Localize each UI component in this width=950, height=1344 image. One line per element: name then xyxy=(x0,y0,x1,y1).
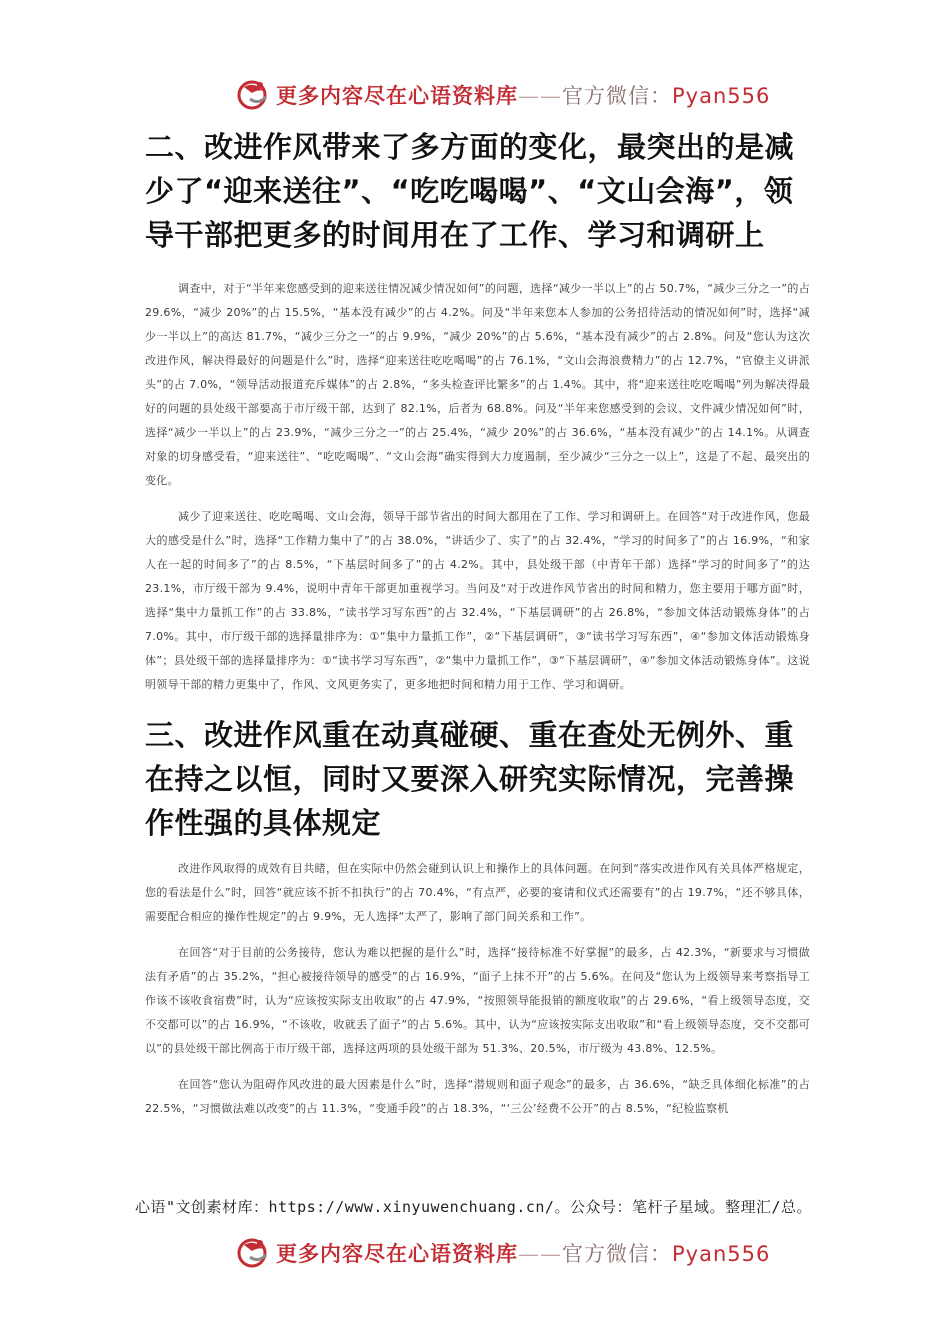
brand-logo-icon xyxy=(236,77,272,113)
paragraph: 改进作风取得的成效有目共睹，但在实际中仍然会碰到认识上和操作上的具体问题。在问到“落实改进作风有关具体严格规定，您的看法是什么”时，回答“就应该不折不扣执行”的占 70.4%，“有点严，必要的宴请和仪式还需要有”的占 19.7%，“还不够具体，需要配合相应的操作性规定”的占 9.9%，无人选择“太严了，影响了部门间关系和工作”。 xyxy=(145,862,810,923)
header-banner xyxy=(236,76,770,114)
paragraph: 在回答“对于目前的公务接待，您认为难以把握的是什么”时，选择“接待标准不好掌握”的最多，占 42.3%，“新要求与习惯做法有矛盾”的占 35.2%，“担心被接待领导的感受”的占 16.9%，“面子上抹不开”的占 5.6%。在问及“您认为上级领导来考察指导工作该不该收食宿费”时，认为“应该按实际支出收取”的占 47.9%，“按照领导能报销的额度收取”的占 29.6%，“看上级领导态度，交不交都可以”的占 16.9%，“不该收，收就丢了面子”的占 5.6%。其中，认为“应该按实际支出收取”和“看上级领导态度，交不交都可以”的县处级干部比例高于市厅级干部，选择这两项的县处级干部为 51.3%、20.5%，市厅级为 43.8%、12.5%。 xyxy=(145,946,810,1055)
footer-banner xyxy=(236,1234,770,1272)
paragraph: 调查中，对于“半年来您感受到的迎来送往情况减少情况如何”的问题，选择“减少一半以上”的占 50.7%，“减少三分之一”的占 29.6%，“减少 20%”的占 15.5%，“基本没有减少”的占 4.2%。问及“半年来您本人参加的公务招待活动的情况如何”时，选择“减少一半以上”的高达 81.7%，“减少三分之一”的占 9.9%，“减少 20%”的占 5.6%，“基本没有减少”的占 2.8%。问及“您认为这次改进作风，解决得最好的问题是什么”时，选择“迎来送往吃吃喝喝”的占 76.1%，“文山会海浪费精力”的占 12.7%，“官僚主义讲派头”的占 7.0%，“领导活动报道充斥媒体”的占 2.8%，“多头检查评比繁多”的占 1.4%。其中，将“迎来送往吃吃喝喝”列为解决得最好的问题的县处级干部要高于市厅级干部，达到了 82.1%，后者为 68.8%。问及“半年来您感受到的会议、文件减少情况如何”时，选择“减少一半以上”的占 23.9%，“减少三分之一”的占 25.4%，“减少 20%”的占 36.6%，“基本没有减少”的占 14.1%。从调查对象的切身感受看，“迎来送往”、“吃吃喝喝”、“文山会海”确实得到大力度遏制，至少减少“三分之一以上”，这是了不起、最突出的变化。 xyxy=(145,282,810,487)
banner-separator: —— xyxy=(518,84,562,108)
section-heading-3: 三、改进作风重在动真碰硬、重在查处无例外、重在持之以恒，同时又要深入研究实际情况，完善操作性强的具体规定 xyxy=(145,718,795,840)
banner-separator: —— xyxy=(518,1242,562,1266)
brand-logo-icon xyxy=(236,1235,272,1271)
footer-source-line: 心语"文创素材库：https://www.xinyuwenchuang.cn/。公众号：笔杆子星域。整理汇/总。 xyxy=(135,1198,812,1216)
banner-text xyxy=(276,80,770,110)
banner-wechat: Pyan556 xyxy=(672,1242,771,1266)
banner-official: 官方微信： xyxy=(562,84,672,108)
banner-official: 官方微信： xyxy=(562,1242,672,1266)
banner-brand: 更多内容尽在心语资料库 xyxy=(276,1241,518,1266)
document-body xyxy=(145,125,810,1133)
banner-wechat: Pyan556 xyxy=(672,84,771,108)
paragraph: 减少了迎来送往、吃吃喝喝、文山会海，领导干部节省出的时间大都用在了工作、学习和调研上。在回答“对于改进作风，您最大的感受是什么”时，选择“工作精力集中了”的占 38.0%，“讲话少了、实了”的占 32.4%，“学习的时间多了”的占 16.9%，“和家人在一起的时间多了”的占 8.5%，“下基层时间多了”的占 4.2%。其中，县处级干部（中青年干部）选择“学习的时间多了”的达 23.1%，市厅级干部为 9.4%，说明中青年干部更加重视学习。当问及“对于改进作风节省出的时间和精力，您主要用于哪方面”时，选择“集中力量抓工作”的占 33.8%，“读书学习写东西”的占 32.4%，“下基层调研”的占 26.8%，“参加文体活动锻炼身体”的占 7.0%。其中，市厅级干部的选择量排序为：①“集中力量抓工作”，②“下基层调研”，③“读书学习写东西”，④“参加文体活动锻炼身体”；县处级干部的选择量排序为：①“读书学习写东西”，②“集中力量抓工作”，③“下基层调研”，④“参加文体活动锻炼身体”。这说明领导干部的精力更集中了，作风、文风更务实了，更多地把时间和精力用于工作、学习和调研。 xyxy=(145,510,810,691)
banner-text xyxy=(276,1238,770,1268)
paragraph: 在回答“您认为阻碍作风改进的最大因素是什么”时，选择“潜规则和面子观念”的最多，占 36.6%，“缺乏具体细化标准”的占 22.5%，“习惯做法难以改变”的占 11.3%，“变通手段”的占 18.3%，“‘三公’经费不公开”的占 8.5%，“纪检监察机 xyxy=(145,1078,810,1115)
section-heading-2: 二、改进作风带来了多方面的变化，最突出的是减少了“迎来送往”、“吃吃喝喝”、“文山会海”，领导干部把更多的时间用在了工作、学习和调研上 xyxy=(145,130,795,252)
banner-brand: 更多内容尽在心语资料库 xyxy=(276,83,518,108)
